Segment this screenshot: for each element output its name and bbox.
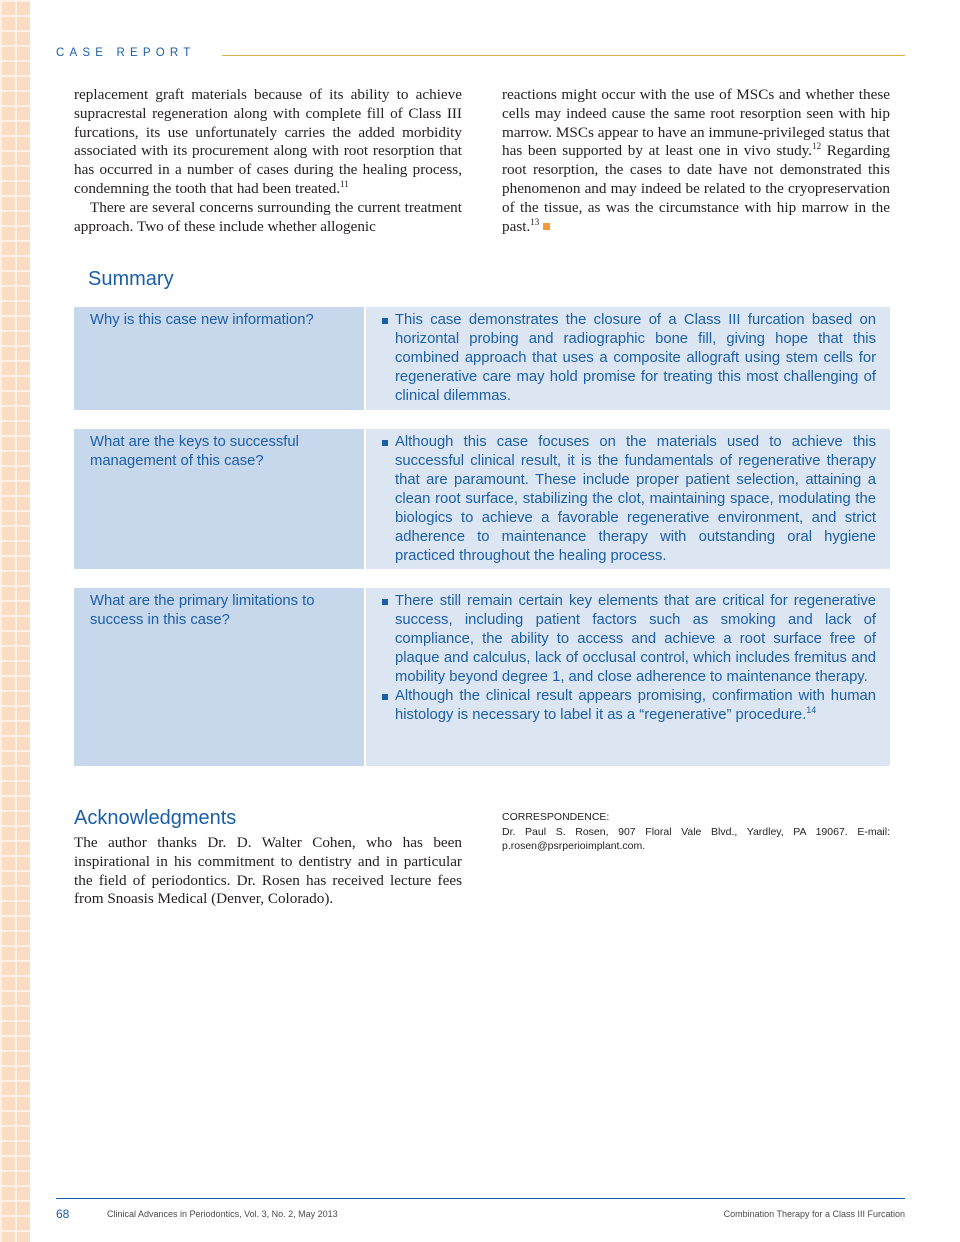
body-paragraph xyxy=(502,86,890,236)
summary-answer xyxy=(364,307,890,410)
article-short-title: Combination Therapy for a Class III Furcation xyxy=(723,1209,905,1219)
body-text: Regarding root resorption, the cases to date have not demonstrated this phenomenon and may indeed be related to the cryopreservation of the tissue, as was the circumstance with hip marrow in the past. xyxy=(502,142,890,235)
correspondence-text: Dr. Paul S. Rosen, 907 Floral Vale Blvd., Yardley, PA 19067. E-mail: p.rosen@psrperioimplant.com. xyxy=(502,826,890,852)
summary-title: Summary xyxy=(88,268,174,290)
summary-row xyxy=(74,588,890,766)
body-text: replacement graft materials because of its ability to achieve supracrestal regeneration along with complete fill of Class III furcations, its use unfortunately carries the added morbidity associated with its procurement along with root resorption that has occurred in a number of cases during the healing process, condemning the tooth that had been treated. xyxy=(74,86,462,197)
correspondence-label: CORRESPONDENCE: xyxy=(502,811,610,823)
bullet-text: Although this case focuses on the materials used to achieve this successful clinical result, it is the fundamentals of regenerative therapy that are paramount. These include proper patient selection, attaining a clean root surface, stabilizing the clot, maintaining space, modulating the biologics to achieve a favorable regenerative environment, and strict adherence to maintenance therapy with outstanding oral hygiene practiced throughout the healing process. xyxy=(395,434,876,564)
end-of-article-icon xyxy=(543,223,550,230)
summary-bullet xyxy=(382,687,876,725)
reference-superscript[interactable]: 14 xyxy=(806,705,817,715)
body-left-column xyxy=(74,86,462,236)
summary-question: What are the primary limitations to success in this case? xyxy=(74,588,364,766)
summary-bullet xyxy=(382,592,876,687)
summary-bullet xyxy=(382,311,876,406)
acknowledgments-title: Acknowledgments xyxy=(74,807,237,829)
reference-superscript[interactable]: 13 xyxy=(530,216,540,227)
header-rule xyxy=(222,55,905,56)
footer-rule xyxy=(56,1198,905,1199)
acknowledgments-text: The author thanks Dr. D. Walter Cohen, who has been inspirational in his commitment to dentistry and in particular the field of periodontics. Dr. Rosen has received lecture fees from Snoasis Medical (Denver, Colorado). xyxy=(74,834,462,908)
summary-question: Why is this case new information? xyxy=(74,307,364,410)
bullet-text: There still remain certain key elements that are critical for regenerative success, including patient factors such as smoking and lack of compliance, the ability to access and achieve a root surface free of plaque and calculus, lack of occlusal control, which includes fremitus and mobility beyond degree 1, and close adherence to maintenance therapy. xyxy=(395,593,876,685)
bullet-text: Although the clinical result appears promising, confirmation with human histology is necessary to label it as a “regenerative” procedure. xyxy=(395,688,876,723)
summary-row xyxy=(74,429,890,569)
body-paragraph xyxy=(74,86,462,199)
journal-citation: Clinical Advances in Periodontics, Vol. 3, No. 2, May 2013 xyxy=(107,1209,338,1219)
body-paragraph: There are several concerns surrounding the current treatment approach. Two of these include whether allogenic xyxy=(74,198,462,235)
running-head: CASE REPORT xyxy=(56,47,196,59)
summary-bullet xyxy=(382,433,876,566)
reference-superscript[interactable]: 11 xyxy=(340,178,349,189)
reference-superscript[interactable]: 12 xyxy=(812,141,822,152)
summary-question: What are the keys to successful management of this case? xyxy=(74,429,364,569)
body-right-column xyxy=(502,86,890,236)
decorative-side-strip xyxy=(0,0,30,1242)
bullet-text: This case demonstrates the closure of a Class III furcation based on horizontal probing and radiographic bone fill, giving hope that this combined approach that uses a composite allograft using stem cells for regenerative care may hold promise for treating this most challenging of clinical dilemmas. xyxy=(395,312,876,404)
summary-answer xyxy=(364,588,890,766)
summary-answer xyxy=(364,429,890,569)
summary-row xyxy=(74,307,890,410)
body-text: reactions might occur with the use of MSCs and whether these cells may indeed cause the same root resorption seen with hip marrow. MSCs appear to have an immune-privileged status that has been supported by at least one in vivo study. xyxy=(502,86,890,160)
page-number: 68 xyxy=(56,1207,70,1221)
